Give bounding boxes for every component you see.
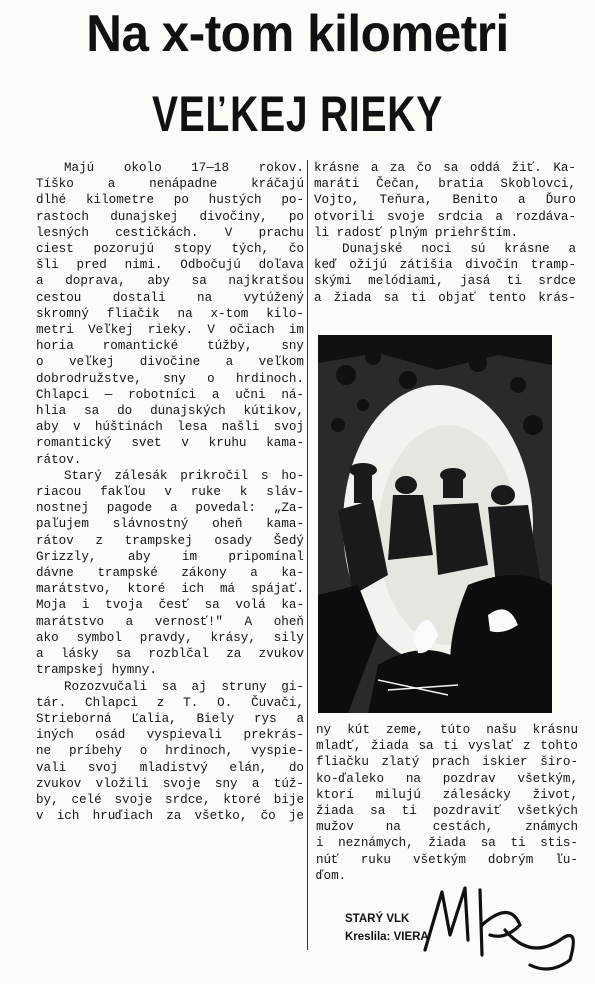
text-line: fliačku zlatý prach iskier širo- [316, 755, 578, 770]
text-line: v ich hruďiach za všetko, čo je [36, 809, 304, 824]
text-line: mužov na cestách, známych [316, 820, 578, 835]
text-line: tár. Chlapci z T. O. Čuvači, [36, 695, 304, 710]
text-line: a lásky sa rozblčal za zvukov [36, 647, 304, 662]
text-line: vali svoj mladistvý elán, do [36, 760, 304, 775]
text-line: keď ožijú zátišia divočín tramp- [314, 258, 576, 273]
illustrator-label: Kreslila: [345, 931, 391, 943]
text-line: ko-ďaleko na pozdrav všetkým, [316, 771, 578, 786]
text-line: a doprava, aby sa najkratšou [36, 274, 304, 289]
text-line: dávne trampské zákony a ka- [36, 566, 304, 581]
column-divider [307, 160, 308, 950]
text-line: a žiada sa ti objať tento krás- [314, 290, 576, 305]
text-line: paľujem slávnostný oheň kama- [36, 517, 304, 532]
text-line: aby v húštinách lesa našli svoj [36, 420, 304, 435]
text-line: romantický svet v kruhu kama- [36, 436, 304, 451]
text-line: rastoch dunajskej divočiny, po [36, 209, 304, 224]
text-line: otvorili svoje srdcia a rozdáva- [314, 209, 576, 224]
text-line: ktorí milujú zálesácky život, [316, 787, 578, 802]
text-line: Grizzly, aby im pripomínal [36, 549, 304, 564]
text-line: ciest pozorujú stopy tých, čo [36, 242, 304, 257]
text-line: marátstvo, ktoré ich má spájať. [36, 582, 304, 597]
text-line: metri Veľkej rieky. V očiach im [36, 323, 304, 338]
paragraph-intro [36, 160, 304, 468]
text-line: dlhé kilometre po hustých po- [36, 193, 304, 208]
paragraph-campfire [36, 468, 304, 679]
text-line: lesných cestičkách. V prachu [36, 225, 304, 240]
campfire-illustration [318, 335, 552, 713]
text-line: dobrodružstve, sny o hrdinoch. [36, 371, 304, 386]
text-line: mladť, žiada sa ti vyslať z tohto [316, 739, 578, 754]
text-line: Starý zálesák prikročil s ho- [64, 468, 304, 483]
text-line: maráti Čečan, bratia Skoblovci, [314, 177, 576, 192]
author-name: STARÝ VLK [345, 913, 410, 925]
text-line: šli pred nimi. Odbočujú doľava [36, 258, 304, 273]
text-line: Tíško a nenápadne kráčajú [36, 177, 304, 192]
text-line: i neznámych, žiada sa ti stis- [316, 836, 578, 851]
text-line: Dunajské noci sú krásne a [342, 242, 576, 257]
text-line: rátov z trampskej osady Šedý [36, 533, 304, 548]
paragraph-nights [314, 241, 576, 306]
text-line: Rozozvučali sa aj struny gi- [64, 679, 304, 694]
headline-title: Na x-tom kilometri [86, 5, 509, 63]
text-line: cestou dostali na vytúžený [36, 290, 304, 305]
text-line: Moja i tvoja česť sa volá ka- [36, 598, 304, 613]
article-left-column [36, 160, 304, 824]
text-line: ny kút zeme, túto našu krásnu [316, 723, 578, 737]
handwritten-signature [410, 880, 585, 975]
illustrator-name: VIERA [393, 931, 429, 943]
text-line: trampskej hymny. [36, 663, 157, 678]
text-line: skromný fliačik na x-tom kilo- [36, 306, 304, 321]
paragraph-greeting [316, 722, 578, 884]
paragraph-guitars [36, 679, 304, 825]
text-line: krásne a za čo sa oddá žiť. Ka- [314, 161, 576, 175]
text-line: Chlapci — robotníci a učni ná- [36, 387, 304, 402]
text-line: zvukov vložili svoje sny a túž- [36, 776, 304, 791]
text-line: Strieborná Ľalia, Biely rys a [36, 711, 304, 726]
text-line: riacou fakľou v ruke k sláv- [36, 485, 304, 500]
text-line: núť ruku všetkým dobrým ľu- [316, 852, 578, 867]
text-line: horia romantické túžby, sny [36, 339, 304, 354]
article-right-column-top [314, 160, 576, 306]
text-line: žiada sa ti pozdraviť všetkých [316, 804, 578, 819]
paragraph-friends [314, 160, 576, 241]
text-line: o veľkej divočine a veľkom [36, 355, 304, 370]
article-right-column-bottom [316, 722, 578, 884]
text-line: ne príbehy o hrdinoch, vyspie- [36, 744, 304, 759]
text-line: Vojto, Teňura, Benito a Ďuro [314, 193, 576, 208]
text-line: marátstvo a vernosť!" A oheň [36, 614, 304, 629]
text-line: hlia sa do dunajských kútikov, [36, 404, 304, 419]
text-line: skými melódiami, jasá ti srdce [314, 274, 576, 289]
text-line: iných osád vyspievali prekrás- [36, 728, 304, 743]
text-line: li radosť plným priehrštím. [314, 225, 519, 240]
text-line: ako symbol pravdy, krásy, sily [36, 630, 304, 645]
text-line: rátov. [36, 452, 82, 467]
text-line: by, celé svoje srdce, ktoré bije [36, 792, 304, 807]
text-line: nostnej pagode a povedal: „Za- [36, 501, 304, 516]
text-line: Majú okolo 17—18 rokov. [64, 161, 304, 175]
text-line: ďom. [316, 868, 347, 883]
headline-subtitle: VEĽKEJ RIEKY [151, 86, 444, 142]
